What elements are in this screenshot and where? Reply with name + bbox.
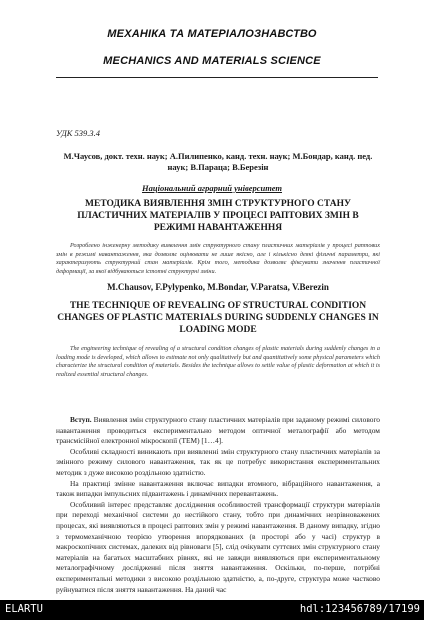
abstract-en: The engineering technique of revealing of a structural condition changes of plastic materials during suddenly changes in a loading mode is developed, which allows to estimate not only qualitatively but and quantitatively some physical parameters which characterize the structural condition of materials. Besides the technique allows to settle value of plastic deformation at which it is realized essential structural changes.: [56, 345, 380, 378]
journal-section-title-ua: МЕХАНІКА ТА МАТЕРІАЛОЗНАВСТВО: [107, 28, 317, 40]
authors-ua: М.Чаусов, докт. техн. наук; А.Пилипенко, канд. техн. наук; М.Бондар, канд. пед. наук; В.Параца; В.Березін: [63, 151, 373, 172]
body-text: [56, 415, 380, 595]
handle-id: hdl:123456789/17199: [299, 603, 420, 615]
paragraph-2: Особливі складності виникають при виявленні змін структурного стану пластичних матеріалів за змінного режиму силового навантаження, так як це потребує використання експериментальних методик з дуже високою роздільною здатністю.: [56, 446, 380, 477]
journal-section-title-en: MECHANICS AND MATERIALS SCIENCE: [103, 55, 321, 67]
intro-lead: Вступ.: [70, 415, 92, 424]
affiliation: [0, 183, 424, 193]
repository-name: ELARTU: [5, 603, 43, 615]
paper-title-ua: МЕТОДИКА ВИЯВЛЕННЯ ЗМІН СТРУКТУРНОГО СТАНУ ПЛАСТИЧНИХ МАТЕРІАЛІВ У ПРОЦЕСІ РАПТОВИХ ЗМІН В РЕЖИМІ НАВАНТАЖЕННЯ: [77, 199, 359, 233]
paragraph-4: Особливий інтерес представляє дослідження особливостей трансформації структури матеріалів при переході механічної системи до нестійкого стану, тобто при динамічних незрівноважених процесах, які виявляються в процесі раптових змін у режимі навантаження. В даному випадку, згідно з термомеханічною теорією утворення впорядкованих (в просторі або у часі) структур в макроскопічних системах, далеких від рівноваги [5], слід очікувати суттєвих змін структурного стану матеріалів на багатьох масштабних рівнях, які не завжди виявляються при експериментальному металографічному дослідженні після зняття навантаження. Оскільки, по-перше, потрібні експериментальні методики з високою роздільною здатністю, а, по-друге, структура може частково руйнуватися після зняття навантаження. На даний час: [56, 499, 380, 594]
affiliation-text: Національний аграрний університет: [142, 183, 282, 193]
paper-title-en: THE TECHNIQUE OF REVEALING OF STRUCTURAL CONDITION CHANGES OF PLASTIC MATERIALS DURING SUDDENLY CHANGES IN LOADING MODE: [57, 301, 379, 335]
authors-en: M.Chausov, F.Pylypenko, M.Bondar, V.Paratsa, V.Berezin: [107, 282, 329, 292]
header-rule: [56, 77, 378, 78]
paragraph-3: На практиці зміннe навантаження включає випадки втомного, вібраційного навантаження, а також випадки імпульсних підвантажень і динамічних перевантажень.: [56, 478, 380, 499]
udc-code: УДК 539.3.4: [56, 128, 101, 138]
repository-footer-bar: [0, 600, 424, 620]
intro-text: Виявлення змін структурного стану пластичних матеріалів при заданому режимі силового навантаження проводиться експериментально методом оптичної металографії або методом трансмісійної електронної мікроскопії (ТЕМ) [1…4].: [56, 415, 380, 446]
paragraph-intro: [56, 415, 380, 447]
abstract-ua: Розроблено інженерну методику виявлення змін структурного стану пластичних матеріалів у процесі раптових змін в режимі навантаження, яка дозволяє оцінювати не лише якісно, але і кількісно деякі фізичні параметри, які характеризують структурний стан матеріалів. Крім того, методика дозволяє фіксувати значення пластичної деформації, за якої відбуваються істотні структурні зміни.: [56, 242, 380, 275]
